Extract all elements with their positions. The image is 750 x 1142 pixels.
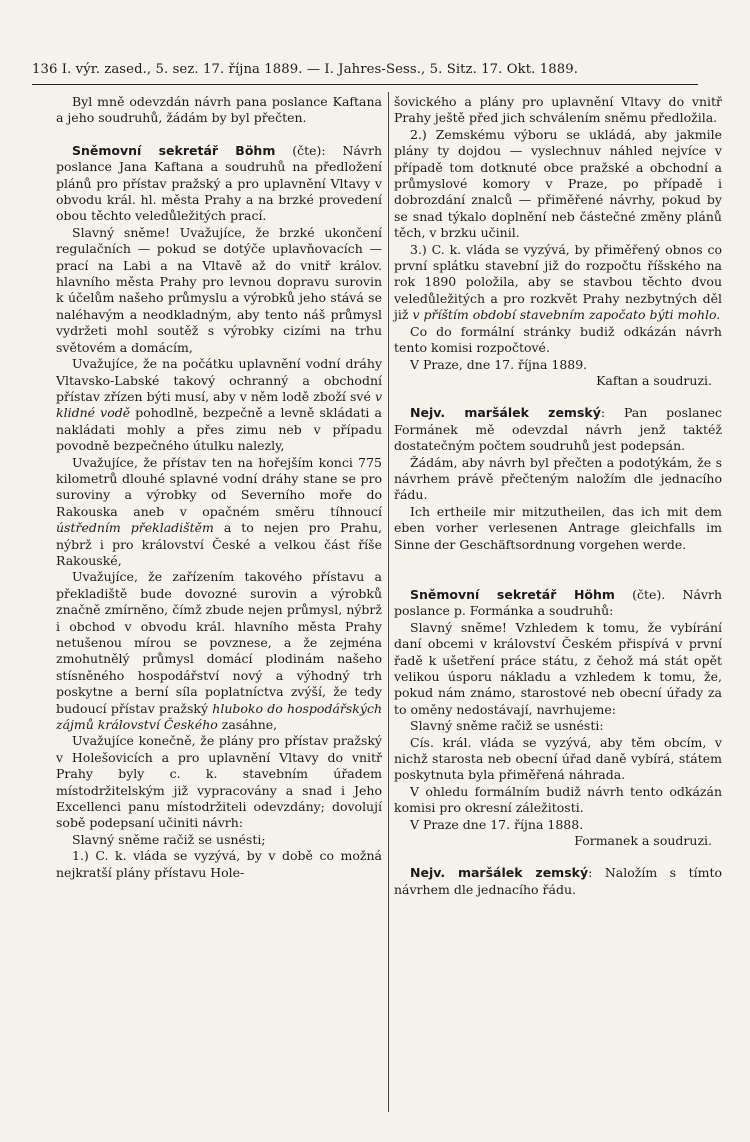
paragraph-german: Ich ertheile mir mitzutheilen, das ich mit dem eben vorher verlesenen Antrage gleichfalls im Sinne der Geschäftsordnung vorgehen werde. <box>394 503 722 552</box>
paragraph: 2.) Zemskému výboru se ukládá, aby jakmile plány ty dojdou — vyslechnuv náhled nejvíce v případě tom dotknuté obce pražské a obchodní a průmyslové komory v Praze, po případě i dobrozdání znalců — přiměřené návrhy, pokud by se snad týkalo doplnění neb částečné změny plánů těch, v brzku učinil. <box>394 126 722 241</box>
paragraph: Co do formální stránky budiž odkázán návrh tento komisi rozpočtové. <box>394 323 722 356</box>
paragraph: Žádám, aby návrh byl přečten a podotýkám, že s návrhem právě přečteným naložím dle jednacího řádu. <box>394 454 722 503</box>
paragraph-text: zasáhne, <box>217 717 278 733</box>
italic-text: hluboko do hospodářských zájmů království Českého <box>56 700 382 733</box>
paragraph <box>394 587 722 620</box>
signature: Formanek a soudruzi. <box>574 833 712 849</box>
paragraph-text: Uvažujíce, že na počátku uplavnění vodní dráhy Vltavsko-Labské takový ochranný a obchodní přístav zřízen býti musí, aby v něm lodě zboží své <box>56 356 382 404</box>
signature: Kaftan a soudruzi. <box>596 372 712 388</box>
paragraph: 1.) C. k. vláda se vyzývá, by v době co možná nejkratší plány přístavu Hole- <box>56 848 382 880</box>
column-divider <box>388 92 389 1112</box>
paragraph: V ohledu formálním budiž návrh tento odkázán komisi pro okresní záležitosti. <box>394 783 722 816</box>
paragraph: Uvažujíce konečně, že plány pro přístav pražský v Holešovicích a pro uplavnění Vltavy do vnitř Prahy byly c. k. stavebním úřadem místodržitelským již vypracovány a snad i Jeho Excellenci panu místodržiteli odevzdány; dovolují sobě podepsaní učiniti návrh: <box>56 733 382 831</box>
speaker-name: Sněmovní sekretář Höhm <box>410 586 615 602</box>
paragraph <box>394 242 722 324</box>
left-column <box>56 94 382 881</box>
paragraph <box>394 865 722 898</box>
paragraph-text: Uvažujíce, že zařízením takového přístavu a překladiště bude dovozné surovin a výrobků značně zmírněno, čímž zbude nejen průmysl, nýbrž i obchod v obvodu král. hlavního města Prahy netušenou mírou se povznese, a že zejména zmohutnělý průmysl domácí plodinám našeho stísněného hospodářství nový a výhodný trh poskytne a berní síla poplatníctva zvýší, že tedy budoucí přístav pražský <box>56 569 382 716</box>
paragraph: Slavný sněme! Uvažujíce, že brzké ukončení regulačních — pokud se dotýče uplavňovacích — prací na Labi a na Vltavě až do vnitř králov. hlavního města Prahy pro levnou dopravu surovin k účelům našeho průmyslu a výrobků jeho stává se naléhavým a neodkladným, aby tento náš průmysl vydržeti mohl soutěž s výrobky cizími na trhu světovém a domácím, <box>56 224 382 355</box>
paragraph: Slavný sněme račiž se usnésti: <box>410 718 604 734</box>
header-rule <box>32 84 698 85</box>
paragraph <box>56 356 382 454</box>
speaker-name: Sněmovní sekretář Böhm <box>72 142 276 158</box>
paragraph: Cís. král. vláda se vyzývá, aby těm obcím, v nichž starosta neb obecní úřad daně vybírá, státem poskytnuta byla přiměřená náhrada. <box>394 734 722 783</box>
speaker-name: Nejv. maršálek zemský <box>410 405 601 421</box>
paragraph-text: a to nejen pro Prahu, nýbrž i pro království České a velkou část říše Rakouské, <box>56 520 382 568</box>
paragraph-text: 3.) C. k. vláda se vyzývá, by přiměřený obnos co první splátku stavební již do rozpočtu říšského na rok 1890 položila, aby se stavbou těchto dvou veledůležitých a pro rozkvět Prahy nezbytných děl již <box>394 241 722 323</box>
paragraph-text: : Pan poslanec Formánek mě odevzdal návrh jenž taktéž dostatečným počtem soudruhů jest podepsán. <box>394 405 722 454</box>
paragraph: Byl mně odevzdán návrh pana poslance Kaftana a jeho soudruhů, žádám by byl přečten. <box>56 94 382 126</box>
italic-text: ústředním překladištěm <box>56 520 214 536</box>
paragraph-text: pohodlně, bezpečně a levně skládati a nakládati mohly a přes zimu neb v případu povodně bezpečného útulku nalezly, <box>56 405 382 454</box>
paragraph: Slavný sněme! Vzhledem k tomu, že vybírání daní obcemi v království Českém přispívá v první řadě k ušetření práce státu, z čehož má stát opět velikou úsporu nákladu a vzhledem k tomu, že, pokud nám známo, starostové neb obecní úřady za to oměny nedostávají, navrhujeme: <box>394 619 722 717</box>
date-line: V Praze, dne 17. října 1889. <box>410 356 588 372</box>
italic-text: v příštím období stavebním započato býti mohlo. <box>412 307 721 323</box>
paragraph <box>56 455 382 570</box>
date-line: V Praze dne 17. října 1888. <box>410 816 584 832</box>
paragraph-text: Uvažujíce, že přístav ten na hořejším konci 775 kilometrů dlouhé splavné vodní dráhy stane se pro suroviny a výrobky od Severního moře do Rakouska aneb v opačném směru tíhnoucí <box>56 454 382 519</box>
page-header: 136 I. výr. zased., 5. sez. 17. října 1889. — I. Jahres-Sess., 5. Sitz. 17. Okt. 1889. <box>32 62 578 77</box>
paragraph-text: (čte): Návrh poslance Jana Kaftana a soudruhů na předložení plánů pro přístav pražský a pro uplavnění Vltavy v obvodu král. hl. města Prahy a na brzké provedení obou těchto veledůležitých prací. <box>56 142 383 224</box>
paragraph <box>56 569 382 733</box>
right-column <box>394 94 722 898</box>
paragraph: šovického a plány pro uplavnění Vltavy do vnitř Prahy ještě před jich schválením sněmu předložila. <box>394 94 722 126</box>
paragraph: Slavný sněme račiž se usnésti; <box>72 831 266 847</box>
speaker-name: Nejv. maršálek zemský <box>410 865 589 881</box>
paragraph-text: (čte). Návrh poslance p. Formánka a soudruhů: <box>394 586 722 619</box>
paragraph <box>394 405 722 454</box>
paragraph-text: : Naložím s tímto návrhem dle jednacího řádu. <box>394 865 722 897</box>
italic-text: v klidné vodě <box>56 388 382 421</box>
paragraph <box>56 143 382 225</box>
